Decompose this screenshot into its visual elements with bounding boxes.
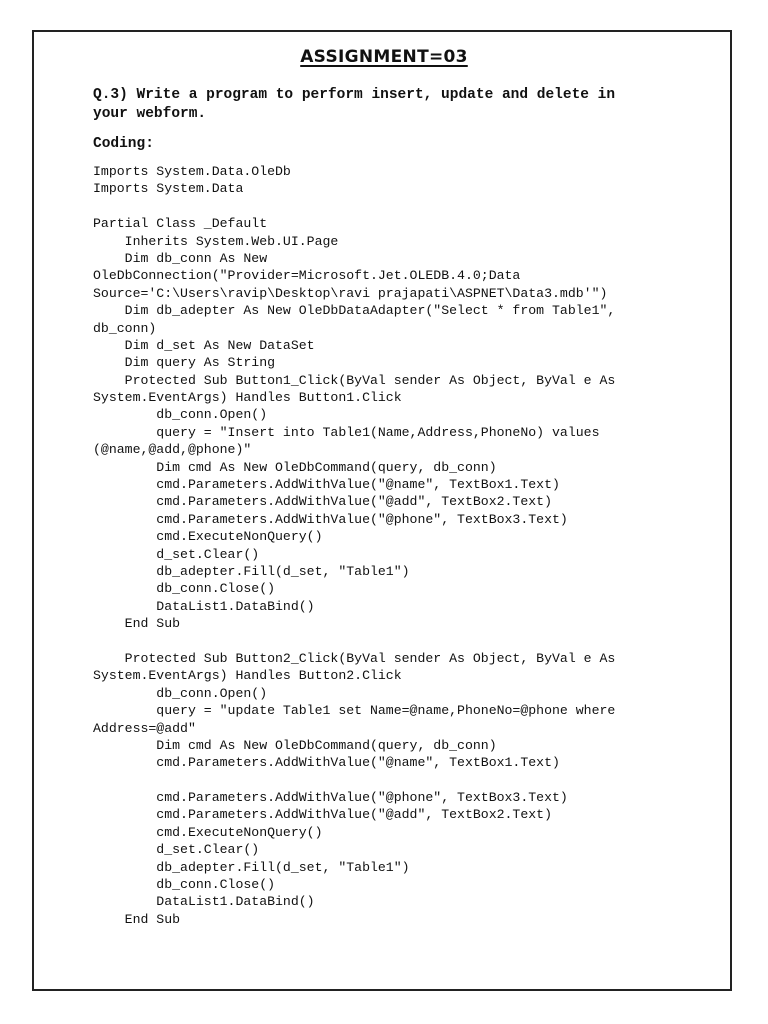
code-line: cmd.Parameters.AddWithValue("@phone", TextBox3.Text) [93,790,568,806]
code-line: Dim db_adepter As New OleDbDataAdapter("Select * from Table1", [93,303,616,319]
code-line: db_conn.Close() [93,581,276,597]
code-line: Dim d_set As New DataSet [93,337,315,353]
code-line: db_adepter.Fill(d_set, "Table1") [93,859,410,875]
code-line: db_conn) [93,320,157,336]
code-line: d_set.Clear() [93,842,260,858]
code-line: Dim cmd As New OleDbCommand(query, db_conn) [93,459,497,475]
code-line: DataList1.DataBind() [93,598,315,614]
code-line: cmd.Parameters.AddWithValue("@name", TextBox1.Text) [93,477,560,493]
code-line: Imports System.Data.OleDb [93,164,291,179]
coding-label: Coding: [93,136,154,152]
code-line: db_conn.Open() [93,685,268,701]
code-line: Imports System.Data [93,181,244,197]
code-block [93,163,693,928]
code-line: DataList1.DataBind() [93,894,315,910]
code-line: query = "update Table1 set Name=@name,PhoneNo=@phone where [93,703,616,719]
code-line [93,772,693,789]
code-line: Protected Sub Button2_Click(ByVal sender As Object, ByVal e As [93,650,616,666]
code-line: Inherits System.Web.UI.Page [93,233,339,249]
code-line: OleDbConnection("Provider=Microsoft.Jet.OLEDB.4.0;Data [93,268,521,284]
code-line: cmd.ExecuteNonQuery() [93,529,323,545]
code-line: End Sub [93,911,181,927]
code-line: Dim db_conn As New [93,250,268,266]
code-line [93,198,693,215]
code-line: System.EventArgs) Handles Button1.Click [93,390,402,406]
code-line: Address=@add" [93,720,196,736]
code-line [93,633,693,650]
code-line: d_set.Clear() [93,546,260,562]
code-line: Dim cmd As New OleDbCommand(query, db_conn) [93,737,497,753]
code-line: Protected Sub Button1_Click(ByVal sender As Object, ByVal e As [93,372,616,388]
code-line: End Sub [93,616,181,632]
code-line: Dim query As String [93,355,276,371]
question-text: Q.3) Write a program to perform insert, update and delete in your webform. [93,87,616,122]
code-line: db_adepter.Fill(d_set, "Table1") [93,563,410,579]
code-line: cmd.Parameters.AddWithValue("@add", TextBox2.Text) [93,494,552,510]
code-line: (@name,@add,@phone)" [93,442,252,458]
code-line: db_conn.Open() [93,407,268,423]
code-line: Partial Class _Default [93,216,268,232]
code-line: System.EventArgs) Handles Button2.Click [93,668,402,684]
code-line: Source='C:\Users\ravip\Desktop\ravi prajapati\ASPNET\Data3.mdb'") [93,285,608,301]
code-line: cmd.ExecuteNonQuery() [93,824,323,840]
assignment-title: ASSIGNMENT=03 [300,47,468,67]
code-line: cmd.Parameters.AddWithValue("@add", TextBox2.Text) [93,807,552,823]
code-line: cmd.Parameters.AddWithValue("@name", TextBox1.Text) [93,755,560,771]
code-line: db_conn.Close() [93,877,276,893]
code-line: cmd.Parameters.AddWithValue("@phone", TextBox3.Text) [93,511,568,527]
code-line: query = "Insert into Table1(Name,Address,PhoneNo) values [93,424,600,440]
